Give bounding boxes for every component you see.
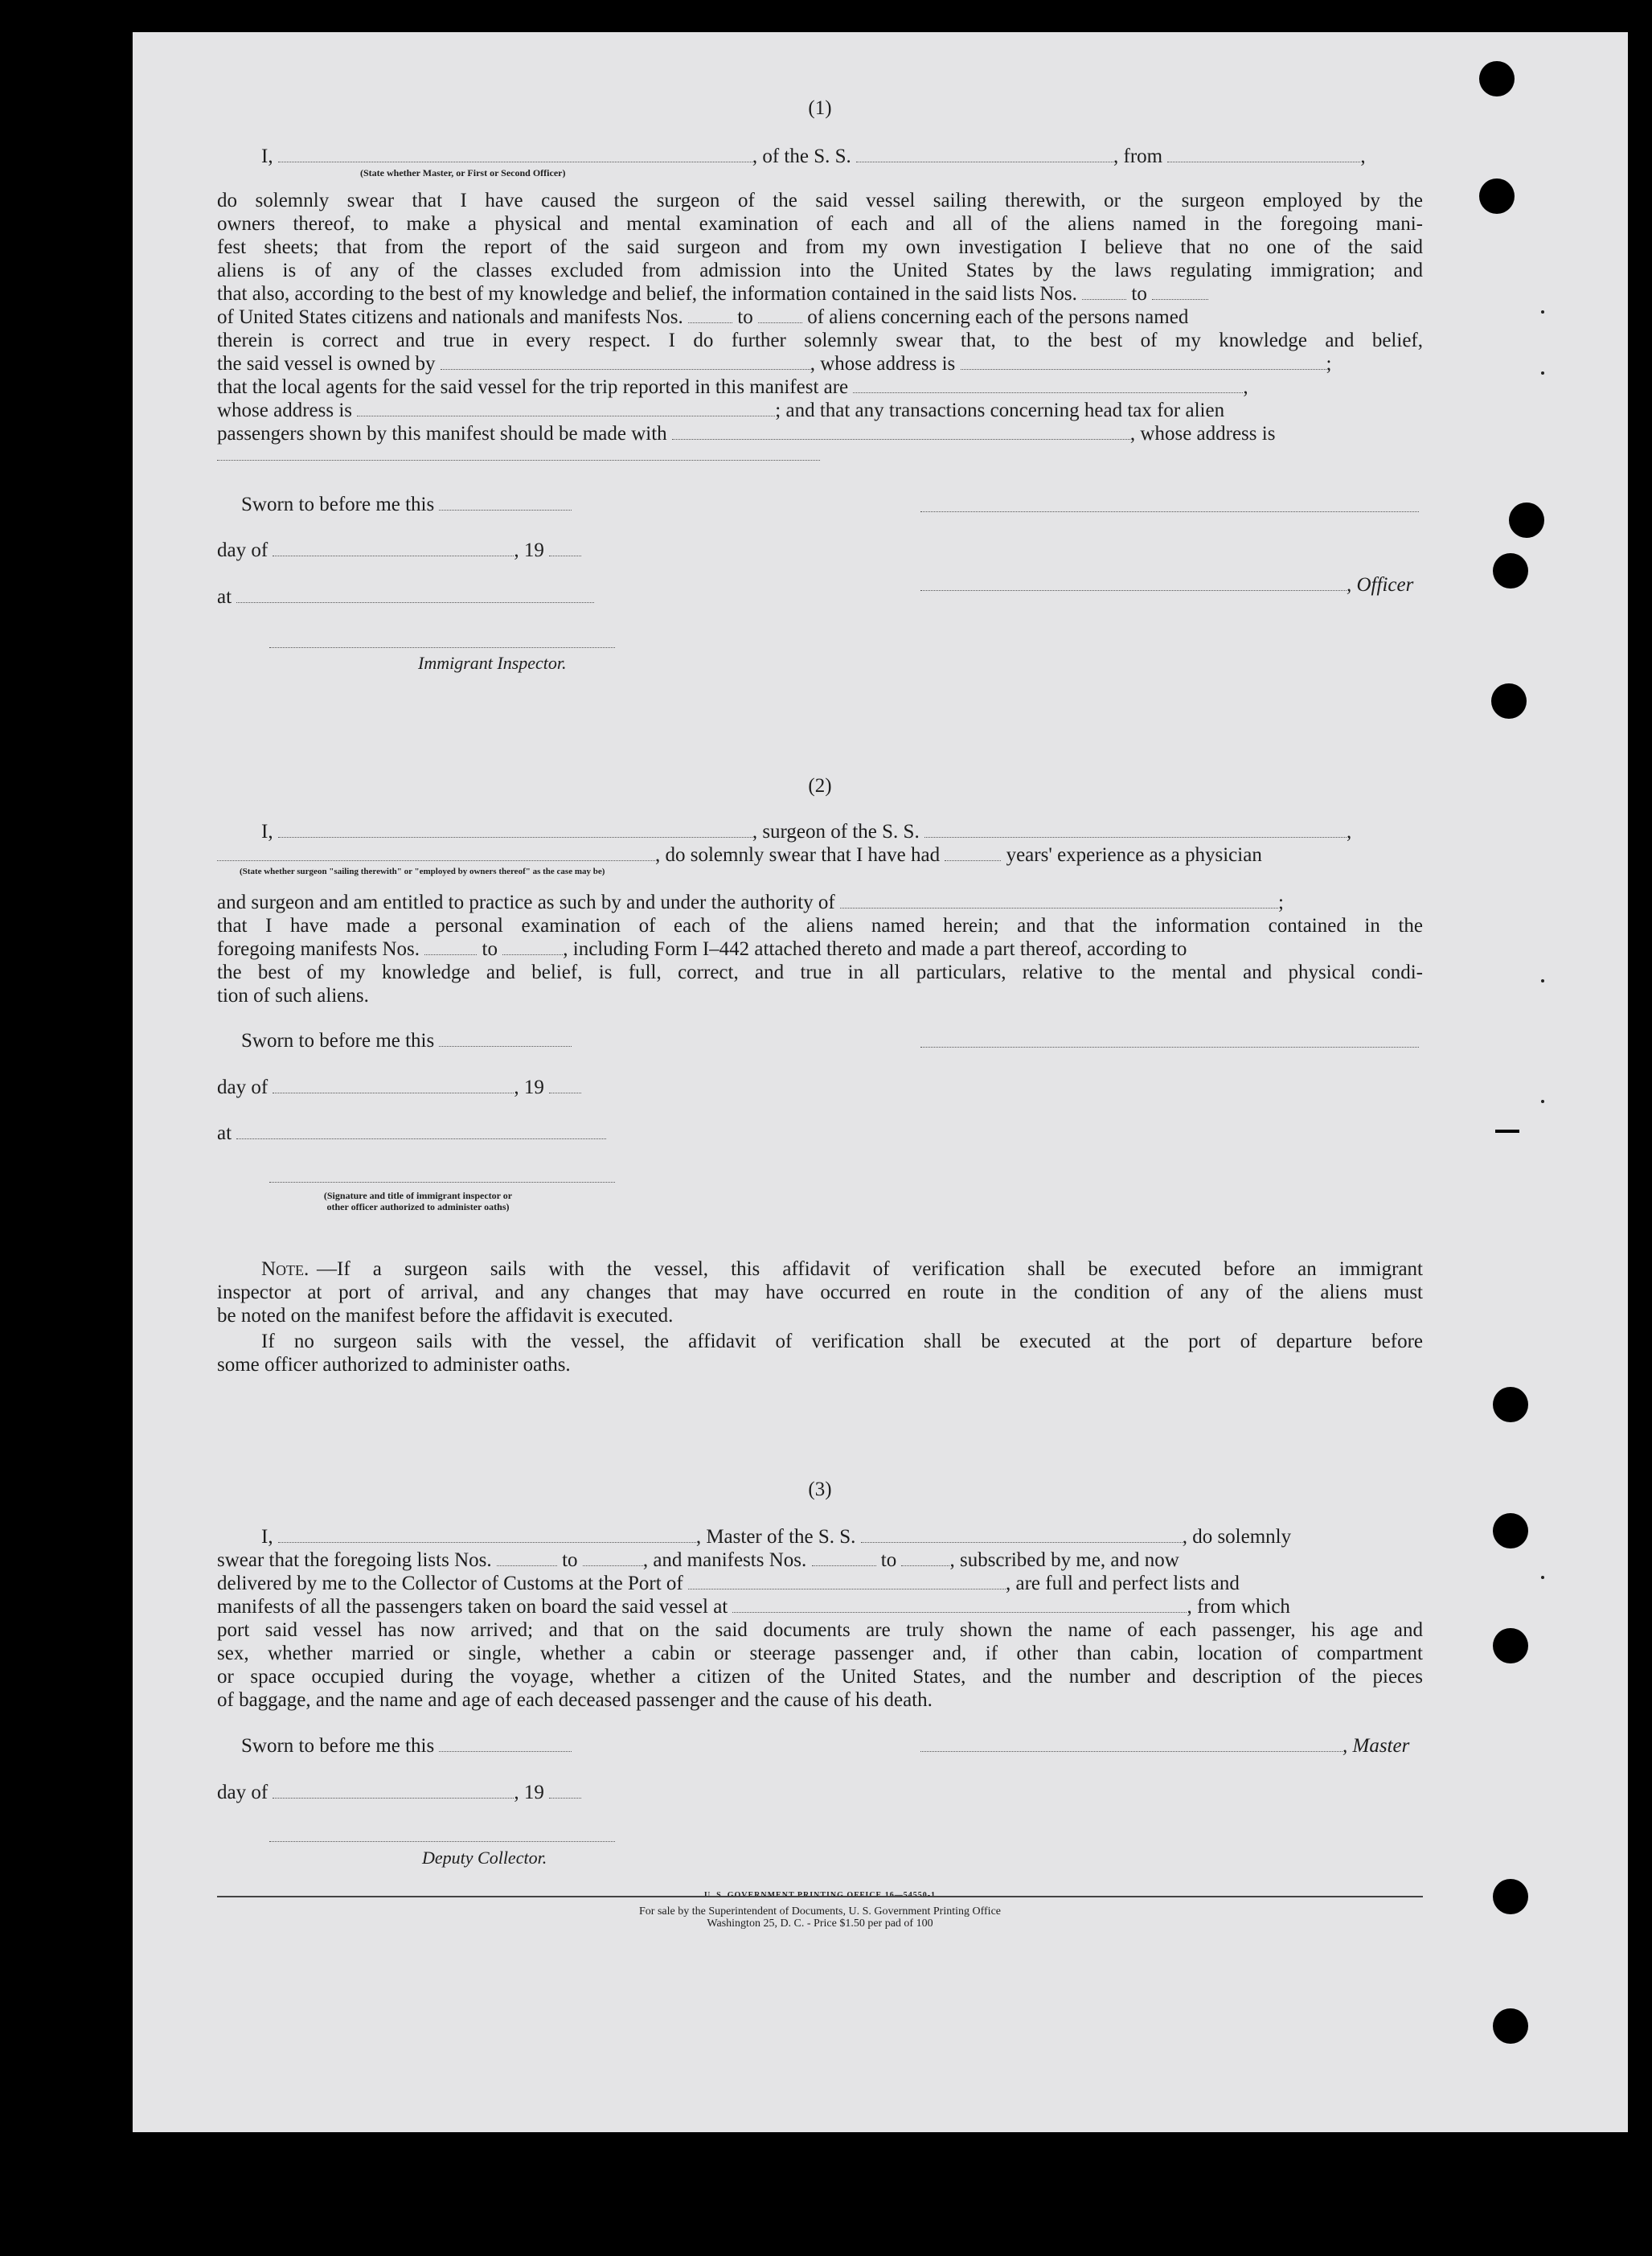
text: I, bbox=[261, 821, 273, 843]
s1-para: do solemnly swear that I have caused the surgeon of the said vessel sailing therewith, or the surgeon employed by the bbox=[217, 190, 1423, 211]
s1-line-lists bbox=[217, 282, 1208, 306]
footer-line-2: Washington 25, D. C. - Price $1.50 per pad of 100 bbox=[707, 1918, 933, 1930]
binder-hole bbox=[1493, 1628, 1528, 1663]
text: day of bbox=[217, 1782, 269, 1803]
surgeon-type-field[interactable] bbox=[217, 847, 655, 861]
s2-manifests-to-field[interactable] bbox=[502, 941, 563, 955]
inspector-label: Immigrant Inspector. bbox=[418, 653, 567, 673]
master-name-field[interactable] bbox=[278, 1529, 696, 1543]
section-3-number: (3) bbox=[808, 1479, 832, 1500]
form-page bbox=[133, 32, 1628, 2132]
s2-vessel-field[interactable] bbox=[924, 824, 1347, 838]
s1-dayof bbox=[217, 539, 581, 562]
deputy-signature-line[interactable] bbox=[269, 1841, 615, 1842]
text: swear that the foregoing lists Nos. bbox=[217, 1549, 492, 1571]
binder-hole bbox=[1479, 178, 1515, 214]
text: , Master of the S. S. bbox=[695, 1526, 856, 1548]
text: , do solemnly bbox=[1182, 1526, 1292, 1548]
departure-port-field[interactable] bbox=[732, 1599, 1187, 1613]
s1-line-owner bbox=[217, 352, 1331, 375]
note-label bbox=[261, 1257, 309, 1281]
master-signature-line[interactable] bbox=[920, 1738, 1343, 1752]
years-field[interactable] bbox=[945, 847, 1001, 861]
binder-hole bbox=[1491, 683, 1527, 719]
lists-to-field[interactable] bbox=[1152, 286, 1208, 300]
s2-para: the best of my knowledge and belief, is full, correct, and true in all particulars, relative to the mental and physical condi- bbox=[217, 962, 1423, 983]
s2-line-manifests bbox=[217, 937, 1187, 961]
s3-line-1 bbox=[261, 1525, 1291, 1548]
note-text: —If a surgeon sails with the vessel, this affidavit of verification shall be executed before an immigrant bbox=[317, 1258, 1423, 1280]
s1-line-1 bbox=[261, 145, 1366, 168]
text: , from which bbox=[1187, 1596, 1290, 1618]
text: of United States citizens and nationals and manifests Nos. bbox=[217, 306, 683, 328]
text: , 19 bbox=[514, 539, 544, 561]
s1-line-agent-address bbox=[217, 399, 1224, 422]
s3-line-3 bbox=[217, 1572, 1240, 1595]
text: manifests of all the passengers taken on board the said vessel at bbox=[217, 1596, 728, 1618]
text: Note. bbox=[261, 1258, 309, 1280]
text: , bbox=[1346, 821, 1352, 843]
port-field[interactable] bbox=[688, 1576, 1006, 1589]
master-signature bbox=[920, 1734, 1409, 1758]
text: that also, according to the best of my knowledge and belief, the information contained in the said lists Nos. bbox=[217, 283, 1077, 305]
s3-manifests-to-field[interactable] bbox=[901, 1553, 949, 1566]
text: , 19 bbox=[514, 1782, 544, 1803]
sworn-day-field[interactable] bbox=[439, 497, 572, 511]
specks bbox=[1541, 1576, 1544, 1579]
binder-hole bbox=[1493, 1879, 1528, 1914]
text: of aliens concerning each of the persons named bbox=[807, 306, 1189, 328]
text: , subscribed by me, and now bbox=[949, 1549, 1179, 1571]
s3-para: sex, whether married or single, whether a cabin or steerage passenger and, if other than cabin, location of compartment bbox=[217, 1643, 1423, 1664]
surgeon-signature-line[interactable] bbox=[920, 1047, 1419, 1048]
s3-lists-to-field[interactable] bbox=[583, 1553, 643, 1566]
text: to bbox=[1131, 283, 1147, 305]
binder-hole bbox=[1493, 553, 1528, 589]
text: , surgeon of the S. S. bbox=[752, 821, 920, 843]
text: years' experience as a physician bbox=[1006, 844, 1262, 866]
s1-line-manifests bbox=[217, 306, 1188, 329]
master-label: , Master bbox=[1343, 1735, 1410, 1757]
surgeon-name-field[interactable] bbox=[278, 824, 752, 838]
text: ; bbox=[1326, 353, 1332, 375]
manifests-to-field[interactable] bbox=[758, 310, 802, 323]
lists-from-field[interactable] bbox=[1082, 286, 1126, 300]
text: , of the S. S. bbox=[752, 146, 851, 167]
headtax-address-field[interactable] bbox=[217, 460, 820, 461]
s3-line-2 bbox=[217, 1548, 1179, 1572]
text: to bbox=[482, 938, 498, 960]
year-field[interactable] bbox=[549, 1080, 581, 1093]
text: , are full and perfect lists and bbox=[1006, 1573, 1240, 1594]
origin-field[interactable] bbox=[1167, 149, 1360, 162]
s2-sworn bbox=[241, 1029, 572, 1052]
text: to bbox=[880, 1549, 897, 1571]
section-1-number: (1) bbox=[808, 97, 832, 119]
month-field[interactable] bbox=[273, 543, 514, 556]
text: passengers shown by this manifest should be made with bbox=[217, 423, 667, 445]
s1-para: therein is correct and true in every respect. I do further solemnly swear that, to the best of my knowledge and belief, bbox=[217, 330, 1423, 351]
binder-hole bbox=[1493, 2008, 1528, 2044]
s2-manifests-from-field[interactable] bbox=[424, 941, 477, 955]
binder-hole bbox=[1493, 1387, 1528, 1422]
text: at bbox=[217, 586, 232, 608]
s1-line-agents bbox=[217, 375, 1248, 399]
s2-dayof bbox=[217, 1076, 581, 1099]
deputy-label: Deputy Collector. bbox=[422, 1848, 547, 1868]
text: , and manifests Nos. bbox=[642, 1549, 807, 1571]
s1-para: fest sheets; that from the report of the said surgeon and from my own investigation I believe that no one of the said bbox=[217, 236, 1423, 258]
inspector-signature-line[interactable] bbox=[269, 647, 615, 648]
inspector-signature-line[interactable] bbox=[269, 1182, 615, 1183]
specks bbox=[1541, 371, 1544, 375]
s3-vessel-field[interactable] bbox=[861, 1529, 1183, 1543]
s2-at bbox=[217, 1122, 606, 1145]
text: to bbox=[737, 306, 753, 328]
note-text: If no surgeon sails with the vessel, the affidavit of verification shall be executed at the port of departure before bbox=[261, 1331, 1423, 1352]
s1-at bbox=[217, 585, 594, 609]
text: , do solemnly swear that I have had bbox=[655, 844, 941, 866]
month-field[interactable] bbox=[273, 1785, 514, 1799]
text: and surgeon and am entitled to practice as such by and under the authority of bbox=[217, 892, 835, 913]
s3-dayof bbox=[217, 1781, 581, 1804]
binder-hole bbox=[1493, 1513, 1528, 1548]
text: at bbox=[217, 1122, 232, 1144]
footer-line-1: For sale by the Superintendent of Documents, U. S. Government Printing Office bbox=[639, 1905, 1001, 1918]
agents-field[interactable] bbox=[853, 379, 1243, 393]
sworn-day-field[interactable] bbox=[439, 1033, 572, 1047]
vessel-name-field[interactable] bbox=[856, 149, 1113, 162]
s3-line-4 bbox=[217, 1595, 1290, 1618]
year-field[interactable] bbox=[549, 543, 581, 556]
specks bbox=[1541, 979, 1544, 982]
section-2-number: (2) bbox=[808, 775, 832, 797]
s3-sworn bbox=[241, 1734, 572, 1758]
rank-field[interactable] bbox=[278, 149, 752, 162]
authority-field[interactable] bbox=[840, 895, 1278, 909]
text: , whose address is bbox=[1129, 423, 1276, 445]
gpo-imprint: U. S. GOVERNMENT PRINTING OFFICE 16—54550-1 bbox=[703, 1891, 937, 1900]
footer-rule bbox=[217, 1896, 1423, 1897]
s2-para: that I have made a personal examination of each of the aliens named herein; and that the information contained in the bbox=[217, 915, 1423, 937]
text: whose address is bbox=[217, 400, 353, 421]
text: , including Form I–442 attached thereto and made a part thereof, according to bbox=[563, 938, 1187, 960]
text: delivered by me to the Collector of Customs at the Port of bbox=[217, 1573, 683, 1594]
place-field[interactable] bbox=[236, 589, 594, 603]
s1-para: owners thereof, to make a physical and mental examination of each and all of the aliens named in the foregoing mani- bbox=[217, 213, 1423, 235]
s1-line-headtax bbox=[217, 422, 1275, 445]
text: , bbox=[1360, 146, 1366, 167]
text: , from bbox=[1113, 146, 1163, 167]
signature-note-2: other officer authorized to administer oaths) bbox=[326, 1201, 510, 1212]
binder-hole bbox=[1479, 61, 1515, 96]
rank-field-note: (State whether Master, or First or Second Officer) bbox=[360, 167, 566, 178]
officer-signature bbox=[920, 573, 1413, 597]
text: , whose address is bbox=[810, 353, 956, 375]
owner-address-field[interactable] bbox=[961, 356, 1326, 370]
s3-para: port said vessel has now arrived; and that on the said documents are truly shown the name of each passenger, his age and bbox=[217, 1619, 1423, 1641]
s3-para: of baggage, and the name and age of each deceased passenger and the cause of his death. bbox=[217, 1689, 933, 1711]
signature-note-1: (Signature and title of immigrant inspector or bbox=[323, 1190, 513, 1201]
s3-manifests-from-field[interactable] bbox=[812, 1553, 876, 1566]
binder-hole bbox=[1509, 502, 1544, 538]
text: ; and that any transactions concerning head tax for alien bbox=[775, 400, 1225, 421]
s1-para: aliens is of any of the classes excluded from admission into the United States by the laws regulating immigration; and bbox=[217, 260, 1423, 281]
text: , 19 bbox=[514, 1077, 544, 1098]
year-field[interactable] bbox=[549, 1785, 581, 1799]
text: Sworn to before me this bbox=[241, 1030, 435, 1052]
place-field[interactable] bbox=[236, 1126, 606, 1139]
text: , bbox=[1243, 376, 1248, 398]
s1-sworn bbox=[241, 493, 572, 516]
text: I, bbox=[261, 1526, 273, 1548]
s2-authority bbox=[217, 891, 1284, 914]
text: the said vessel is owned by bbox=[217, 353, 436, 375]
text: Sworn to before me this bbox=[241, 494, 435, 515]
text: Sworn to before me this bbox=[241, 1735, 435, 1757]
month-field[interactable] bbox=[273, 1080, 514, 1093]
s2-line-1 bbox=[261, 820, 1351, 843]
text: foregoing manifests Nos. bbox=[217, 938, 420, 960]
text: day of bbox=[217, 539, 269, 561]
officer-signature-line-2[interactable] bbox=[920, 577, 1347, 591]
manifests-from-field[interactable] bbox=[688, 310, 732, 323]
s2-line-2 bbox=[217, 843, 1262, 867]
headtax-contact-field[interactable] bbox=[672, 426, 1130, 440]
specks bbox=[1541, 310, 1544, 314]
owner-field[interactable] bbox=[441, 356, 810, 370]
s3-lists-from-field[interactable] bbox=[497, 1553, 557, 1566]
sworn-day-field[interactable] bbox=[439, 1738, 572, 1752]
note-text: inspector at port of arrival, and any changes that may have occurred en route in the condition of any of the aliens must bbox=[217, 1282, 1423, 1303]
text: ; bbox=[1278, 892, 1284, 913]
officer-label: , Officer bbox=[1347, 574, 1414, 596]
margin-mark bbox=[1495, 1130, 1519, 1133]
s2-para: tion of such aliens. bbox=[217, 985, 369, 1007]
text: to bbox=[562, 1549, 578, 1571]
text: day of bbox=[217, 1077, 269, 1098]
note-text: some officer authorized to administer oaths. bbox=[217, 1354, 571, 1376]
text: I, bbox=[261, 146, 273, 167]
agent-address-field[interactable] bbox=[357, 403, 775, 416]
surgeon-type-note: (State whether surgeon "sailing therewith" or "employed by owners thereof" as the case may be) bbox=[240, 867, 605, 876]
specks bbox=[1541, 1100, 1544, 1103]
text: that the local agents for the said vessel for the trip reported in this manifest are bbox=[217, 376, 849, 398]
note-text: be noted on the manifest before the affidavit is executed. bbox=[217, 1305, 674, 1327]
officer-signature-line-1[interactable] bbox=[920, 511, 1419, 512]
s3-para: or space occupied during the voyage, whether a citizen of the United States, and the number and description of the pieces bbox=[217, 1666, 1423, 1688]
